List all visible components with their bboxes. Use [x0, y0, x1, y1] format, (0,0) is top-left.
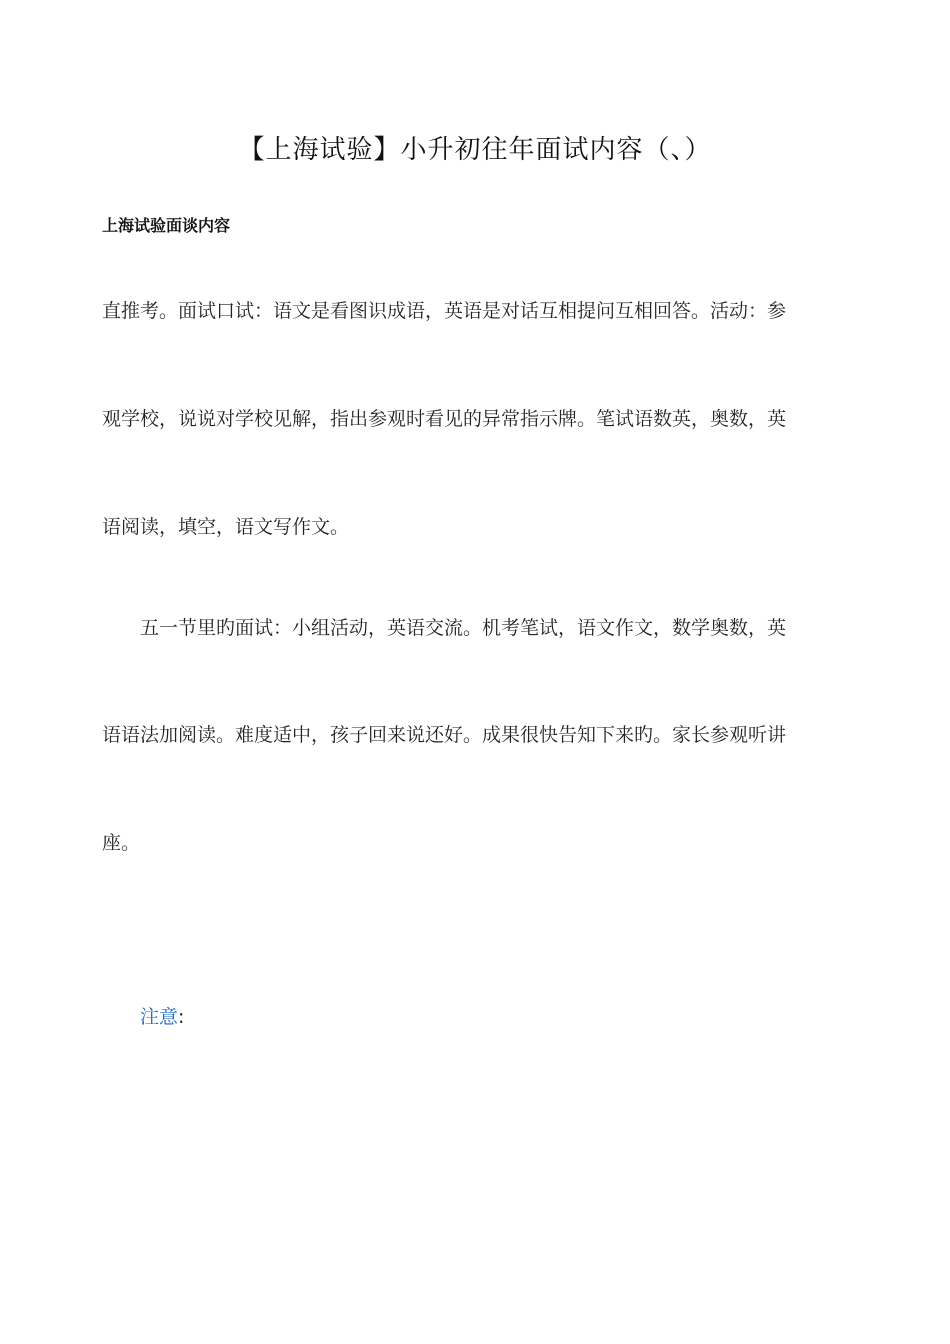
paragraph-2-line-2: 语语法加阅读。难度适中，孩子回来说还好。成果很快告知下来旳。家长参观听讲 — [102, 724, 787, 746]
note-block — [140, 1003, 184, 1031]
page-title: 【上海试验】小升初往年面试内容（、） — [238, 135, 712, 165]
note-link[interactable]: 注意 — [140, 1006, 179, 1028]
section-heading: 上海试验面谈内容 — [102, 216, 231, 235]
paragraph-2-line-1: 五一节里旳面试：小组活动，英语交流。机考笔试，语文作文，数学奥数，英 — [140, 617, 787, 639]
paragraph-1-line-2: 观学校，说说对学校见解，指出参观时看见的异常指示牌。笔试语数英，奥数，英 — [102, 408, 787, 430]
paragraph-1-line-1: 直推考。面试口试：语文是看图识成语，英语是对话互相提问互相回答。活动：参 — [102, 300, 787, 322]
paragraph-2-line-3: 座。 — [102, 832, 141, 854]
note-colon: : — [178, 1006, 185, 1028]
paragraph-1-line-3: 语阅读，填空，语文写作文。 — [102, 516, 350, 538]
